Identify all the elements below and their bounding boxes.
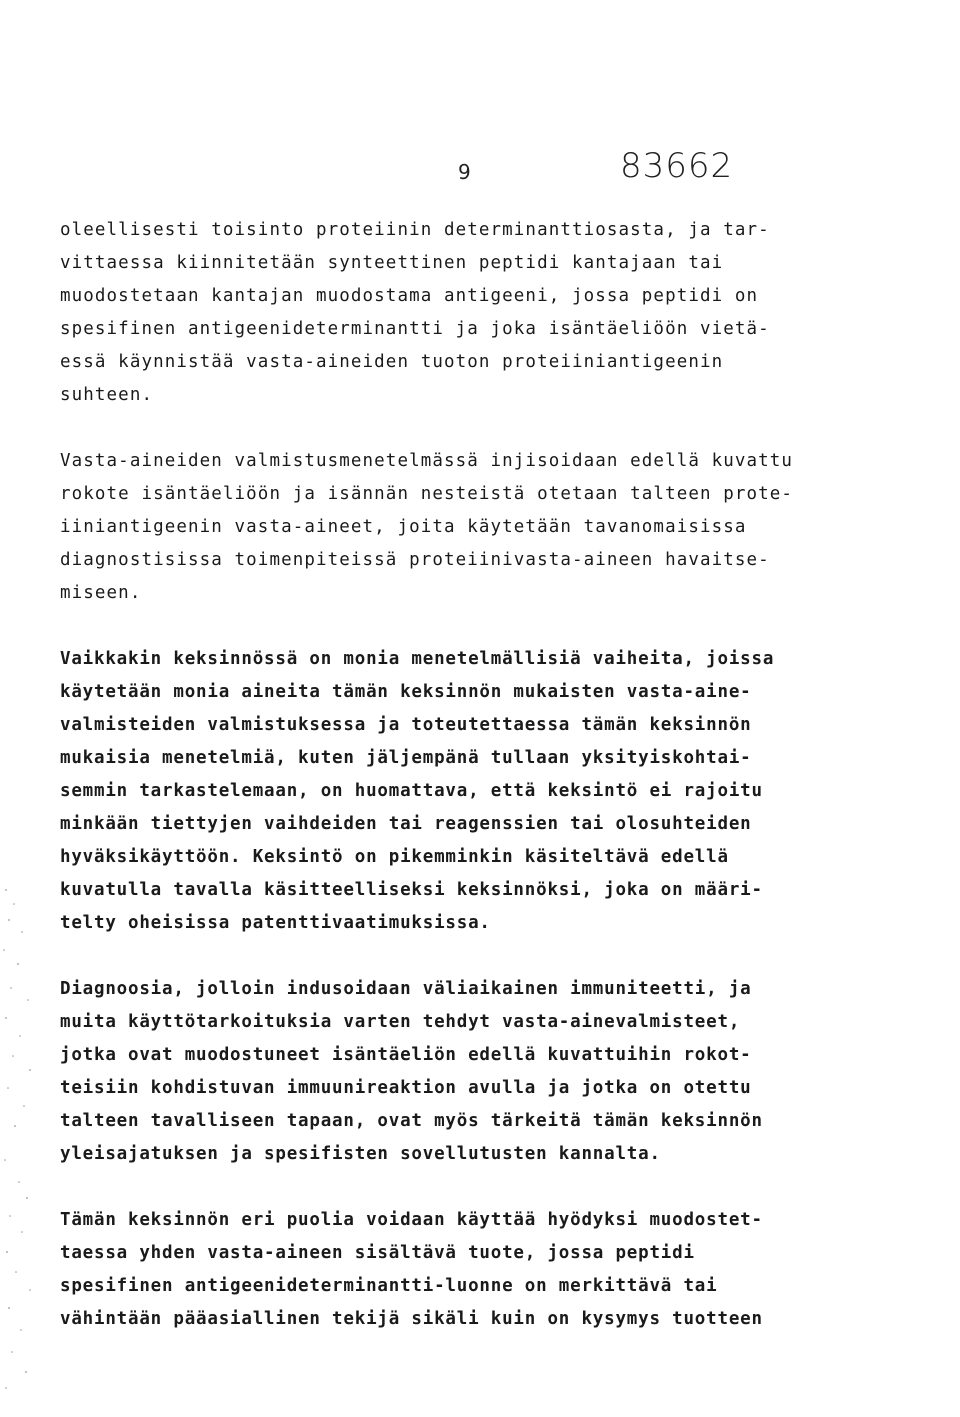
paragraph-5 [60, 1204, 900, 1336]
paragraph-1 [60, 214, 900, 412]
text-line: minkään tiettyjen vaihdeiden tai reagenssien tai olosuhteiden [60, 814, 752, 834]
text-line: käytetään monia aineita tämän keksinnön mukaisten vasta-aine- [60, 682, 752, 702]
text-line: oleellisesti toisinto proteiinin determinanttiosasta, ja tar- [60, 220, 770, 240]
text-line: vähintään pääasiallinen tekijä sikäli kuin on kysymys tuotteen [60, 1309, 763, 1329]
text-line: Vaikkakin keksinnössä on monia menetelmällisiä vaiheita, joissa [60, 649, 775, 669]
text-line: valmisteiden valmistuksessa ja toteutettaessa tämän keksinnön [60, 715, 752, 735]
text-line: jotka ovat muodostuneet isäntäeliön edellä kuvattuihin rokot- [60, 1045, 752, 1065]
paragraph-3 [60, 643, 900, 940]
text-line: Tämän keksinnön eri puolia voidaan käyttää hyödyksi muodostet- [60, 1210, 763, 1230]
text-line: miseen. [60, 583, 142, 603]
text-line: diagnostisissa toimenpiteissä proteiinivasta-aineen havaitse- [60, 550, 770, 570]
text-line: telty oheisissa patenttivaatimuksissa. [60, 913, 491, 933]
text-line: taessa yhden vasta-aineen sisältävä tuote, jossa peptidi [60, 1243, 695, 1263]
text-line: talteen tavalliseen tapaan, ovat myös tärkeitä tämän keksinnön [60, 1111, 763, 1131]
text-line: Vasta-aineiden valmistusmenetelmässä injisoidaan edellä kuvattu [60, 451, 794, 471]
document-number: 83662 [620, 146, 734, 186]
text-line: muita käyttötarkoituksia varten tehdyt vasta-ainevalmisteet, [60, 1012, 741, 1032]
text-line: kuvatulla tavalla käsitteelliseksi keksinnöksi, joka on määri- [60, 880, 763, 900]
text-line: vittaessa kiinnitetään synteettinen peptidi kantajaan tai [60, 253, 724, 273]
text-line: suhteen. [60, 385, 154, 405]
paragraph-4 [60, 973, 900, 1171]
text-line: semmin tarkastelemaan, on huomattava, että keksintö ei rajoitu [60, 781, 763, 801]
text-line: teisiin kohdistuvan immuunireaktion avulla ja jotka on otettu [60, 1078, 752, 1098]
paragraph-2 [60, 445, 900, 610]
text-line: mukaisia menetelmiä, kuten jäljempänä tullaan yksityiskohtai- [60, 748, 752, 768]
text-line: yleisajatuksen ja spesifisten sovellutusten kannalta. [60, 1144, 661, 1164]
text-line: spesifinen antigeenideterminantti-luonne on merkittävä tai [60, 1276, 718, 1296]
body-text [60, 214, 900, 1336]
text-line: hyväksikäyttöön. Keksintö on pikemminkin käsiteltävä edellä [60, 847, 729, 867]
page-number: 9 [458, 160, 471, 184]
scan-speckle-decoration [0, 860, 40, 1400]
text-line: spesifinen antigeenideterminantti ja joka isäntäeliöön vietä- [60, 319, 770, 339]
text-line: essä käynnistää vasta-aineiden tuoton proteiiniantigeenin [60, 352, 724, 372]
text-line: iiniantigeenin vasta-aineet, joita käytetään tavanomaisissa [60, 517, 747, 537]
page-header [0, 146, 960, 186]
text-line: rokote isäntäeliöön ja isännän nesteistä otetaan talteen prote- [60, 484, 794, 504]
text-line: muodostetaan kantajan muodostama antigeeni, jossa peptidi on [60, 286, 759, 306]
text-line: Diagnoosia, jolloin indusoidaan väliaikainen immuniteetti, ja [60, 979, 752, 999]
